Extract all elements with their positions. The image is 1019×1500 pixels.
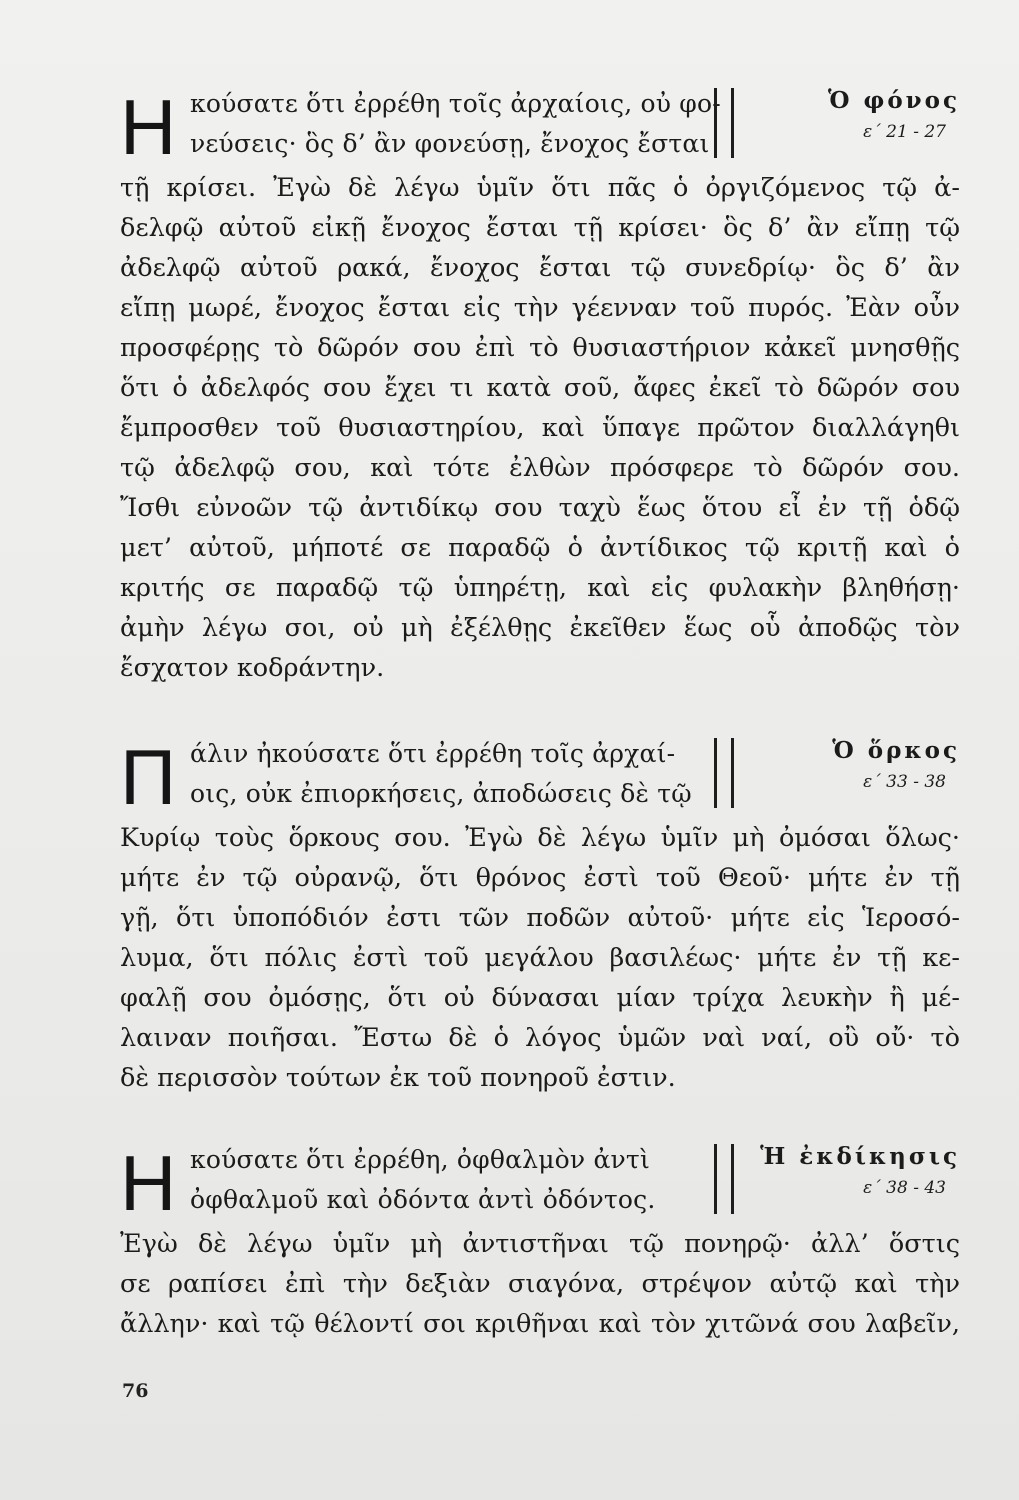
drop-cap: Η: [120, 83, 177, 171]
side-note-reference: ε΄ 21 - 27: [863, 122, 946, 142]
section-murder: [120, 84, 960, 688]
double-rule: [714, 88, 734, 158]
side-note: [760, 1140, 960, 1202]
page-number: 76: [122, 1380, 149, 1402]
text-line: γῇ, ὅτι ὑποπόδιόν ἐστι τῶν ποδῶν αὐτοῦ· μήτε εἰς Ἱεροσό-: [120, 903, 960, 933]
double-rule: [714, 1144, 734, 1214]
text-line: Ἴσθι εὐνοῶν τῷ ἀντιδίκῳ σου ταχὺ ἕως ὅτου εἶ ἐν τῇ ὁδῷ: [120, 493, 960, 523]
section-body: [120, 1224, 960, 1344]
side-note: [760, 84, 960, 146]
head-line: νεύσεις· ὃς δ’ ἂν φονεύσῃ, ἔνοχος ἔσται: [190, 129, 710, 158]
text-line: κριτής σε παραδῷ τῷ ὑπηρέτῃ, καὶ εἰς φυλακὴν βληθήσῃ·: [120, 573, 960, 603]
text-line: δὲ περισσὸν τούτων ἐκ τοῦ πονηροῦ ἐστιν.: [120, 1063, 676, 1093]
text-line: σε ραπίσει ἐπὶ τὴν δεξιὰν σιαγόνα, στρέψον αὐτῷ καὶ τὴν: [120, 1269, 960, 1299]
head-line: ὀφθαλμοῦ καὶ ὀδόντα ἀντὶ ὀδόντος.: [190, 1185, 656, 1214]
text-line: μετ’ αὐτοῦ, μήποτέ σε παραδῷ ὁ ἀντίδικος τῷ κριτῇ καὶ ὁ: [120, 533, 960, 563]
double-rule: [714, 738, 734, 808]
text-line: δελφῷ αὐτοῦ εἰκῇ ἔνοχος ἔσται τῇ κρίσει· ὃς δ’ ἂν εἴπῃ τῷ: [120, 213, 960, 243]
section-revenge: [120, 1140, 960, 1344]
drop-cap: Η: [120, 1139, 177, 1227]
drop-cap: Π: [120, 733, 177, 821]
head-lines: [190, 84, 760, 164]
side-note-reference: ε΄ 38 - 43: [863, 1178, 946, 1198]
side-note-title: Ὁ φόνος: [828, 87, 960, 114]
head-line: κούσατε ὅτι ἐρρέθη, ὀφθαλμὸν ἀντὶ: [190, 1145, 650, 1174]
section-head: [120, 733, 960, 821]
section-head: [120, 83, 960, 171]
section-head: [120, 1139, 960, 1227]
head-line: κούσατε ὅτι ἐρρέθη τοῖς ἀρχαίοις, οὐ φο-: [190, 89, 721, 118]
text-line: τῇ κρίσει. Ἐγὼ δὲ λέγω ὑμῖν ὅτι πᾶς ὁ ὀργιζόμενος τῷ ἀ-: [120, 173, 960, 203]
text-line: Ἐγὼ δὲ λέγω ὑμῖν μὴ ἀντιστῆναι τῷ πονηρῷ· ἀλλ’ ὅστις: [120, 1229, 960, 1259]
side-note-reference: ε΄ 33 - 38: [863, 772, 946, 792]
side-note-title: Ὁ ὅρκος: [832, 737, 960, 764]
text-line: ἔμπροσθεν τοῦ θυσιαστηρίου, καὶ ὕπαγε πρῶτον διαλλάγηθι: [120, 413, 960, 443]
text-line: προσφέρῃς τὸ δῶρόν σου ἐπὶ τὸ θυσιαστήριον κἀκεῖ μνησθῇς: [120, 333, 960, 363]
head-lines: [190, 734, 760, 814]
text-line: εἴπῃ μωρέ, ἔνοχος ἔσται εἰς τὴν γέενναν τοῦ πυρός. Ἐὰν οὖν: [120, 293, 960, 323]
text-line: ὅτι ὁ ἀδελφός σου ἔχει τι κατὰ σοῦ, ἄφες ἐκεῖ τὸ δῶρόν σου: [120, 373, 960, 403]
text-line: ἔσχατον κοδράντην.: [120, 653, 385, 683]
text-line: ἄλλην· καὶ τῷ θέλοντί σοι κριθῆναι καὶ τὸν χιτῶνά σου λαβεῖν,: [120, 1309, 960, 1339]
text-line: ἀμὴν λέγω σοι, οὐ μὴ ἐξέλθῃς ἐκεῖθεν ἕως οὗ ἀποδῷς τὸν: [120, 613, 960, 643]
section-oath: [120, 734, 960, 1098]
text-line: ἀδελφῷ αὐτοῦ ρακά, ἔνοχος ἔσται τῷ συνεδρίῳ· ὃς δ’ ἂν: [120, 253, 960, 283]
head-line: οις, οὐκ ἐπιορκήσεις, ἀποδώσεις δὲ τῷ: [190, 779, 692, 808]
side-note-title: Ἡ ἐκδίκησις: [760, 1143, 960, 1170]
text-line: λυμα, ὅτι πόλις ἐστὶ τοῦ μεγάλου βασιλέως· μήτε ἐν τῇ κε-: [120, 943, 960, 973]
text-line: Κυρίῳ τοὺς ὅρκους σου. Ἐγὼ δὲ λέγω ὑμῖν μὴ ὀμόσαι ὅλως·: [120, 823, 960, 853]
head-lines: [190, 1140, 760, 1220]
text-line: φαλῇ σου ὀμόσῃς, ὅτι οὐ δύνασαι μίαν τρίχα λευκὴν ἢ μέ-: [120, 983, 960, 1013]
text-line: λαιναν ποιῆσαι. Ἔστω δὲ ὁ λόγος ὑμῶν ναὶ ναί, οὒ οὔ· τὸ: [120, 1023, 960, 1053]
section-body: [120, 168, 960, 688]
head-line: άλιν ἠκούσατε ὅτι ἐρρέθη τοῖς ἀρχαί-: [190, 739, 676, 768]
section-body: [120, 818, 960, 1098]
text-line: τῷ ἀδελφῷ σου, καὶ τότε ἐλθὼν πρόσφερε τὸ δῶρόν σου.: [120, 453, 960, 483]
side-note: [760, 734, 960, 796]
text-line: μήτε ἐν τῷ οὐρανῷ, ὅτι θρόνος ἐστὶ τοῦ Θεοῦ· μήτε ἐν τῇ: [120, 863, 960, 893]
